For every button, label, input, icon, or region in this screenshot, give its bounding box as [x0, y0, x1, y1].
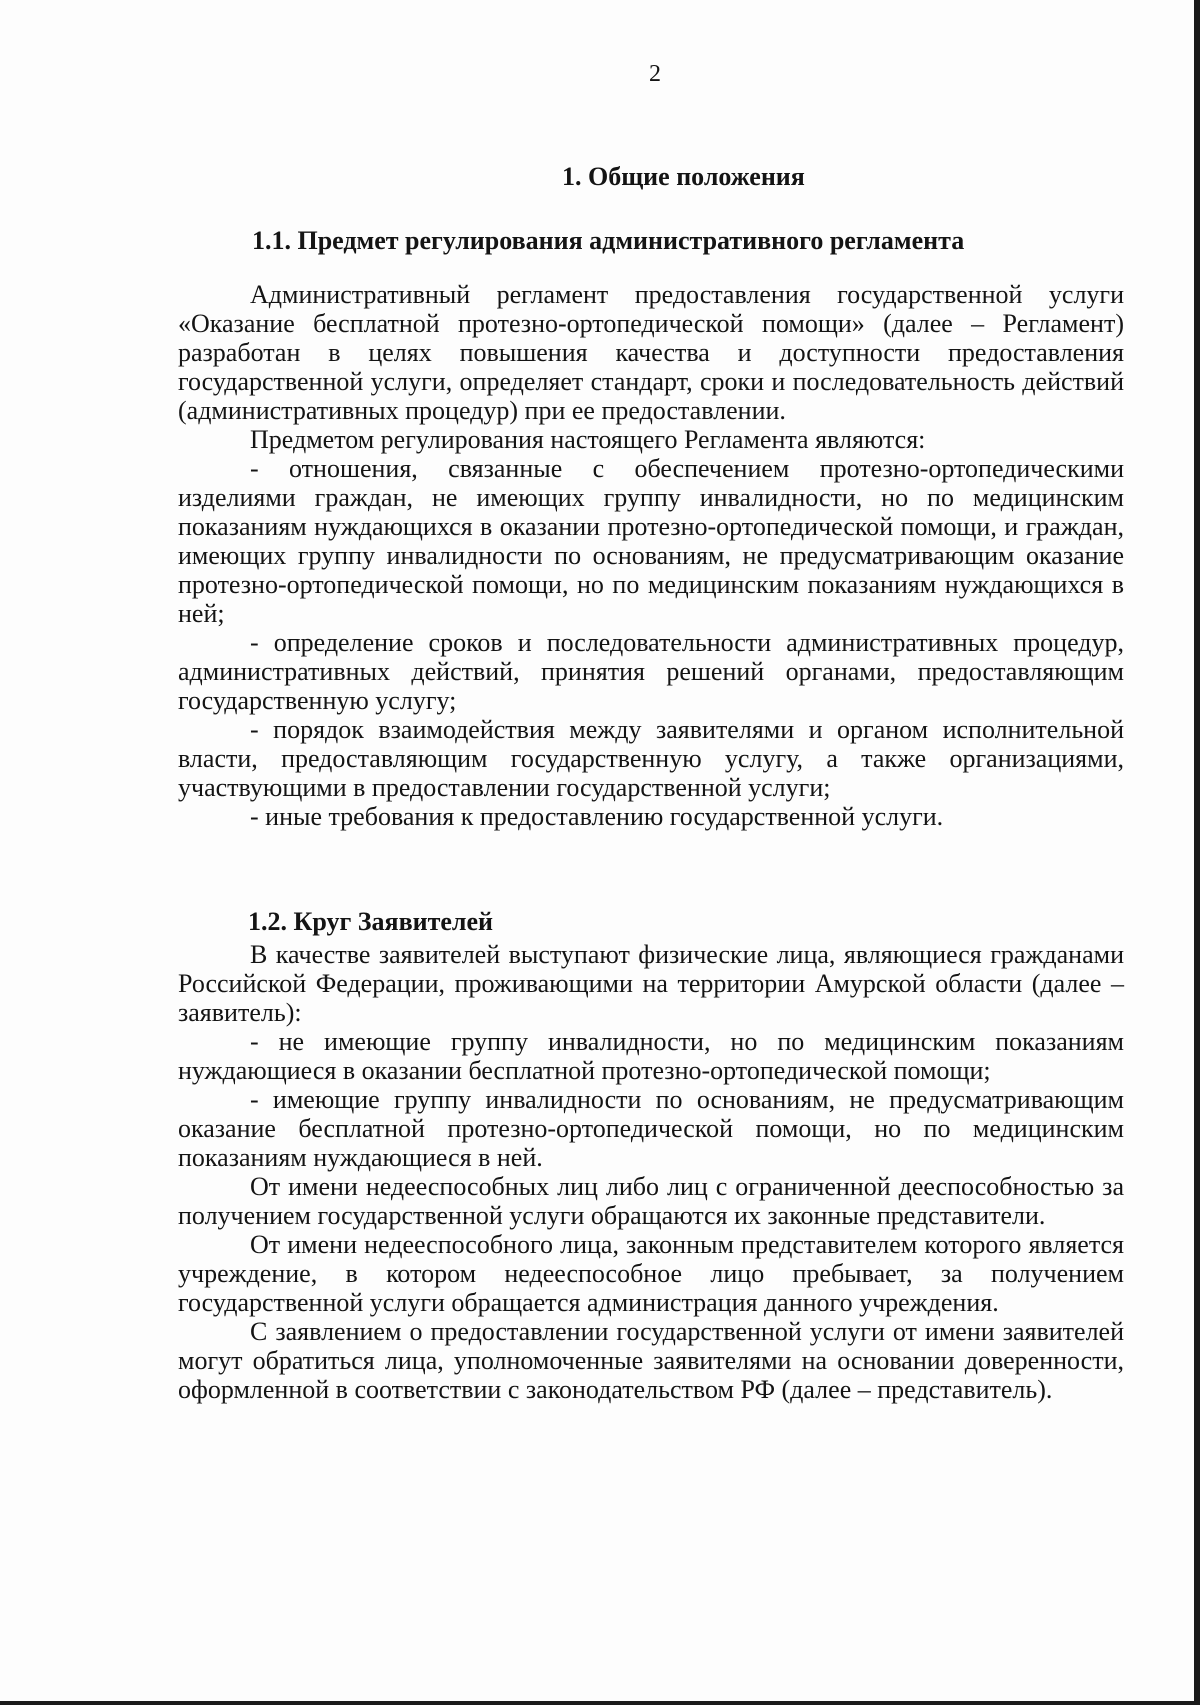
scan-edge-bottom: [0, 1701, 1200, 1705]
paragraph: От имени недееспособного лица, законным представителем которого является учреждение, в котором недееспособное лицо пребывает, за получением государственной услуги обращается администрация данного учреждения.: [178, 1230, 1124, 1317]
list-item: - порядок взаимодействия между заявителями и органом исполнительной власти, предоставляющим государственную услугу, а также организациями, участвующими в предоставлении государственной услуги;: [178, 715, 1124, 802]
list-item: - отношения, связанные с обеспечением протезно-ортопедическими изделиями граждан, не имеющих группу инвалидности, но по медицинским показаниям нуждающихся в оказании протезно-ортопедической помощи, и граждан, имеющих группу инвалидности по основаниям, не предусматривающим оказание протезно-ортопедической помощи, но по медицинским показаниям нуждающихся в ней;: [178, 454, 1124, 628]
paragraph: Административный регламент предоставления государственной услуги «Оказание бесплатной протезно-ортопедической помощи» (далее – Регламент) разработан в целях повышения качества и доступности предоставления государственной услуги, определяет стандарт, сроки и последовательность действий (административных процедур) при ее предоставлении.: [178, 280, 1124, 425]
scan-edge-right: [1194, 0, 1200, 1705]
subsection-heading-1-1: 1.1. Предмет регулирования административного регламента: [252, 226, 965, 255]
section-heading: 1. Общие положения: [562, 162, 805, 191]
subsection-heading-1-2: 1.2. Круг Заявителей: [248, 907, 494, 936]
list-item: - не имеющие группу инвалидности, но по медицинским показаниям нуждающиеся в оказании бесплатной протезно-ортопедической помощи;: [178, 1027, 1124, 1085]
page-number: 2: [649, 61, 661, 87]
paragraph: От имени недееспособных лиц либо лиц с ограниченной дееспособностью за получением государственной услуги обращаются их законные представители.: [178, 1172, 1124, 1230]
list-item: - определение сроков и последовательности административных процедур, административных действий, принятия решений органами, предоставляющим государственную услугу;: [178, 628, 1124, 715]
paragraph: Предметом регулирования настоящего Регламента являются:: [250, 425, 926, 454]
subsection-1-2-body: [178, 940, 1124, 1404]
paragraph: В качестве заявителей выступают физические лица, являющиеся гражданами Российской Федерации, проживающими на территории Амурской области (далее – заявитель):: [178, 940, 1124, 1027]
list-item: - иные требования к предоставлению государственной услуги.: [250, 802, 944, 831]
subsection-1-1-body: [178, 280, 1124, 831]
list-item: - имеющие группу инвалидности по основаниям, не предусматривающим оказание бесплатной протезно-ортопедической помощи, но по медицинским показаниям нуждающиеся в ней.: [178, 1085, 1124, 1172]
paragraph: С заявлением о предоставлении государственной услуги от имени заявителей могут обратиться лица, уполномоченные заявителями на основании доверенности, оформленной в соответствии с законодательством РФ (далее – представитель).: [178, 1317, 1124, 1404]
